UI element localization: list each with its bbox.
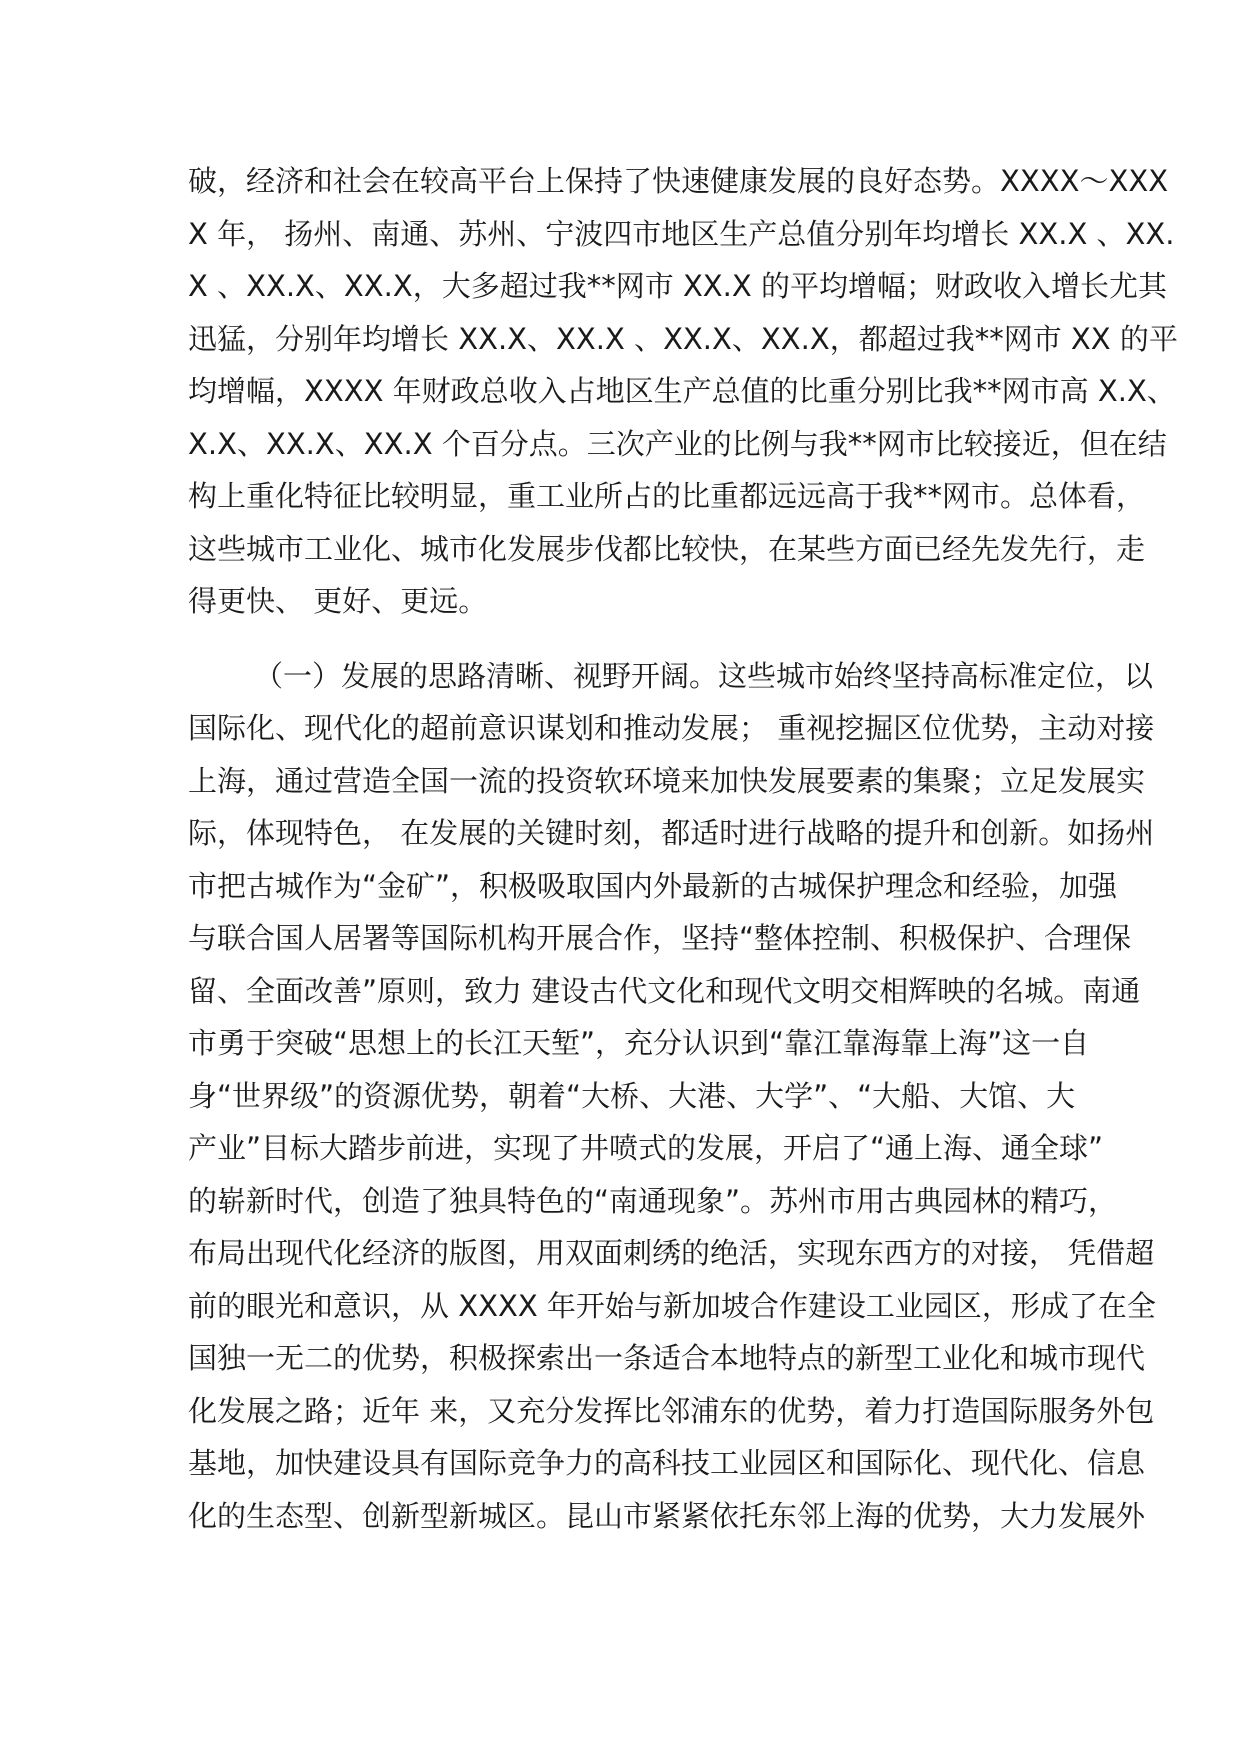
paragraph-spacer [188, 628, 1064, 650]
text-line: 国际化、现代化的超前意识谋划和推动发展； 重视挖掘区位优势，主动对接 [188, 711, 1155, 745]
text-line: 化的生态型、创新型新城区。昆山市紧紧依托东邻上海的优势，大力发展外 [188, 1498, 1146, 1533]
text-line: 基地，加快建设具有国际竞争力的高科技工业园区和国际化、现代化、信息 [188, 1446, 1146, 1480]
text-line: 化发展之路；近年 来，又充分发挥比邻浦东的优势，着力打造国际服务外包 [188, 1393, 1155, 1428]
paragraph-1 [188, 155, 1178, 628]
text-line: 市勇于突破“思想上的长江天堑”，充分认识到“靠江靠海靠上海”这一自 [188, 1026, 1090, 1060]
text-line: 上海，通过营造全国一流的投资软环境来加快发展要素的集聚；立足发展实 [188, 763, 1146, 798]
text-line: X 年， 扬州、南通、苏州、宁波四市地区生产总值分别年均增长 XX.X 、XX. [188, 216, 1175, 251]
text-line: 身“世界级”的资源优势，朝着“大桥、大港、大学”、“大船、大馆、大 [188, 1078, 1076, 1113]
text-line: 破，经济和社会在较高平台上保持了快速健康发展的良好态势。XXXX～XXX [188, 164, 1169, 198]
section-heading-line: （一）发展的思路清晰、视野开阔。这些城市始终坚持高标准定位，以 [254, 658, 1154, 693]
text-line: 市把古城作为“金矿”，积极吸取国内外最新的古城保护理念和经验，加强 [188, 868, 1118, 903]
paragraph-2 [188, 650, 1156, 1543]
text-line: 得更快、 更好、更远。 [188, 584, 488, 618]
text-line: 前的眼光和意识，从 XXXX 年开始与新加坡合作建设工业园区，形成了在全 [188, 1288, 1156, 1323]
text-line: 均增幅，XXXX 年财政总收入占地区生产总值的比重分别比我**网市高 X.X、 [188, 374, 1176, 408]
text-line: 这些城市工业化、城市化发展步伐都比较快，在某些方面已经先发先行，走 [188, 531, 1146, 566]
text-line: 布局出现代化经济的版图，用双面刺绣的绝活，实现东西方的对接， 凭借超 [188, 1236, 1155, 1270]
text-line: 迅猛，分别年均增长 XX.X、XX.X 、XX.X、XX.X，都超过我**网市 XX 的平 [188, 321, 1178, 356]
text-line: X 、XX.X、XX.X，大多超过我**网市 XX.X 的平均增幅；财政收入增长尤其 [188, 269, 1167, 303]
text-line: 际，体现特色， 在发展的关键时刻，都适时进行战略的提升和创新。如扬州 [188, 816, 1155, 850]
text-line: 留、全面改善”原则，致力 建设古代文化和现代文明交相辉映的名城。南通 [188, 973, 1141, 1008]
text-line: 国独一无二的优势，积极探索出一条适合本地特点的新型工业化和城市现代 [188, 1341, 1146, 1375]
text-line: X.X、XX.X、XX.X 个百分点。三次产业的比例与我**网市比较接近，但在结 [188, 426, 1167, 461]
text-line: 产业”目标大踏步前进，实现了井喷式的发展，开启了“通上海、通全球” [188, 1131, 1104, 1165]
body-text [188, 155, 1178, 1542]
text-line: 构上重化特征比较明显，重工业所占的比重都远远高于我**网市。总体看， [188, 479, 1146, 513]
text-line: 与联合国人居署等国际机构开展合作，坚持“整体控制、积极保护、合理保 [188, 921, 1132, 955]
text-line: 的崭新时代，创造了独具特色的“南通现象”。苏州市用古典园林的精巧， [188, 1183, 1118, 1218]
